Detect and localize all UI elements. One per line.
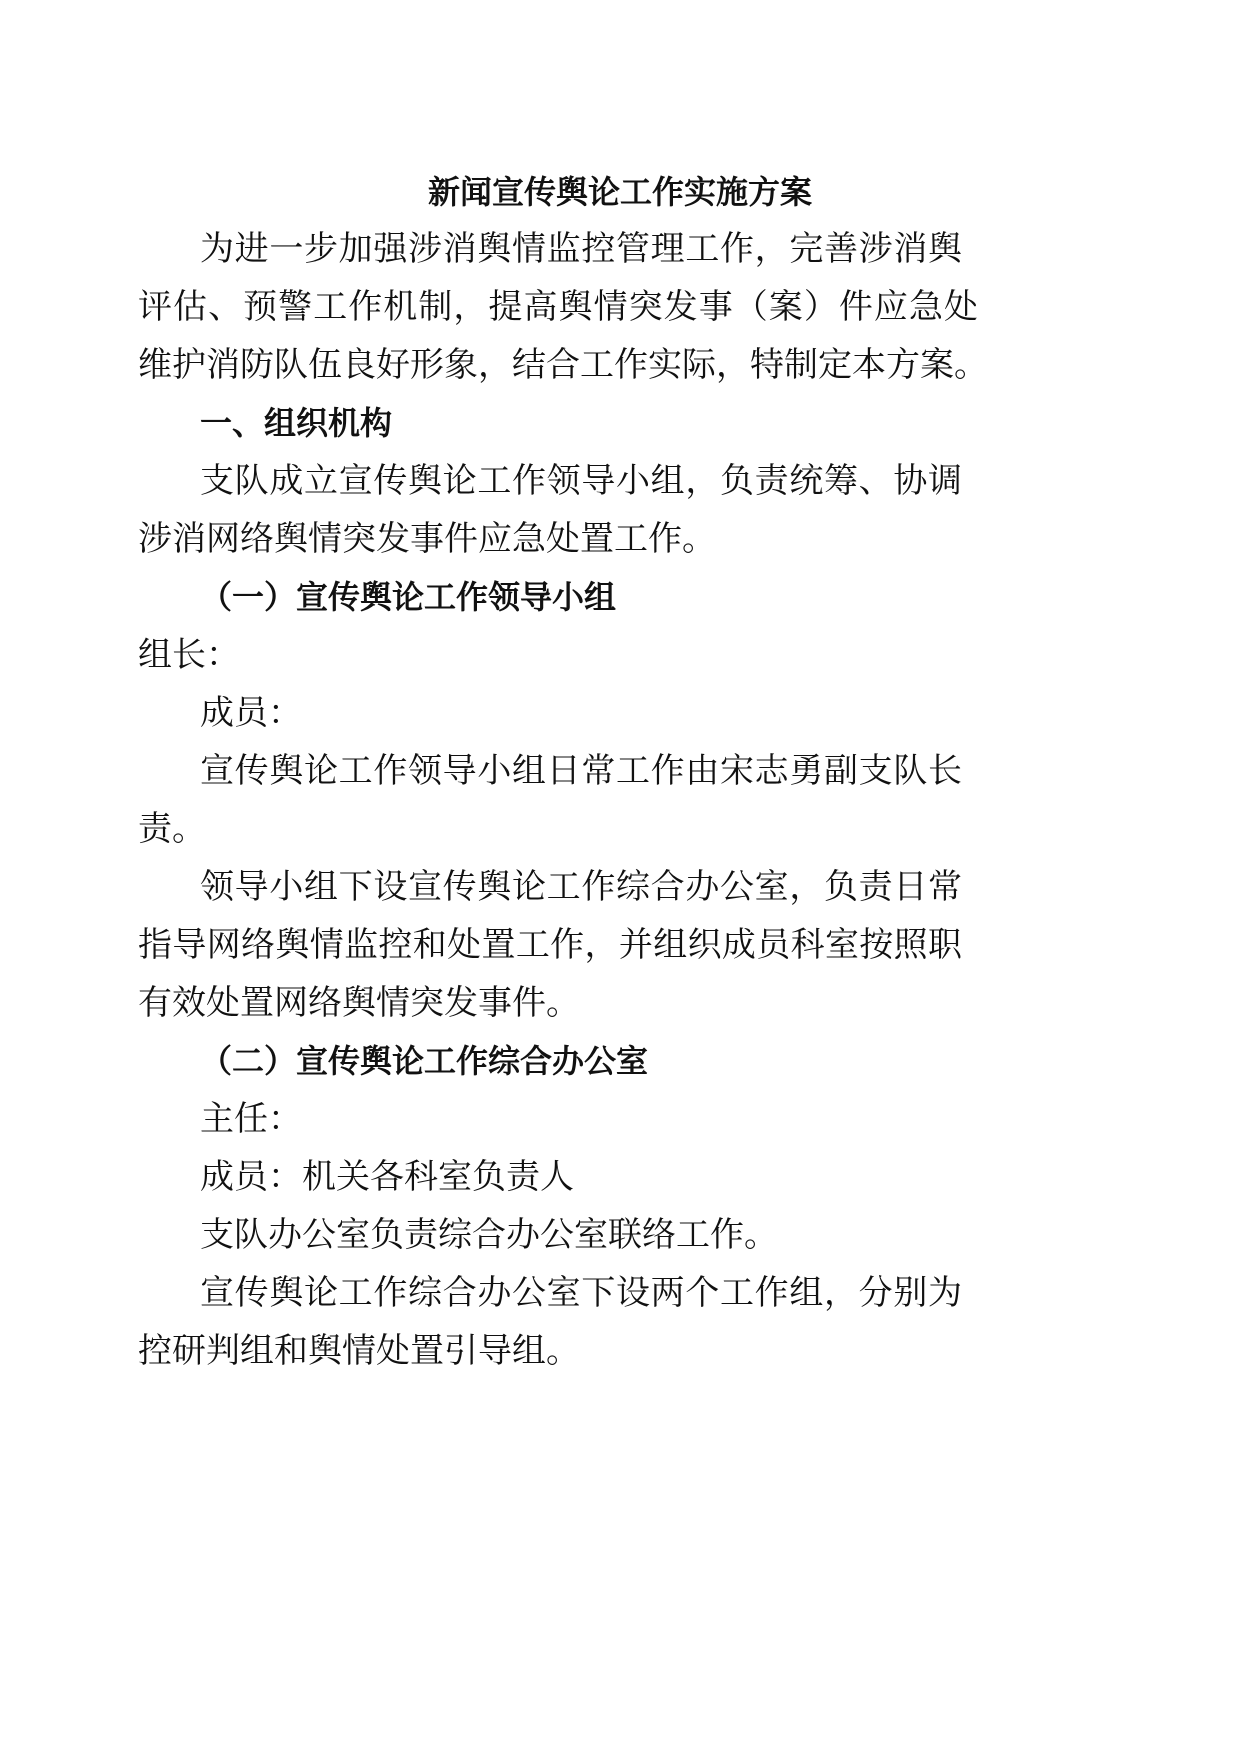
section1-para-line-2: 涉消网络舆情突发事件应急处置工作。: [138, 519, 716, 559]
groups-line-1: 宣传舆论工作综合办公室下设两个工作组，分别为: [200, 1273, 962, 1313]
members-label: 成员：: [200, 693, 302, 733]
office-desc-line-2: 指导网络舆情监控和处置工作，并组织成员科室按照职: [138, 925, 962, 965]
intro-line-1: 为进一步加强涉消舆情监控管理工作，完善涉消舆: [200, 229, 962, 269]
director-label: 主任：: [200, 1099, 302, 1139]
intro-line-3: 维护消防队伍良好形象，结合工作实际，特制定本方案。: [138, 345, 988, 385]
section-heading-organization: 一、组织机构: [200, 404, 393, 442]
intro-line-2: 评估、预警工作机制，提高舆情突发事（案）件应急处: [138, 287, 978, 327]
liaison-line: 支队办公室负责综合办公室联络工作。: [200, 1215, 778, 1255]
section1-para-line-1: 支队成立宣传舆论工作领导小组，负责统筹、协调: [200, 461, 962, 501]
office-desc-line-3: 有效处置网络舆情突发事件。: [138, 983, 580, 1023]
subsection-heading-general-office: （二）宣传舆论工作综合办公室: [200, 1042, 649, 1080]
daily-work-line-1: 宣传舆论工作领导小组日常工作由宋志勇副支队长: [200, 751, 962, 791]
document-title: 新闻宣传舆论工作实施方案: [427, 173, 812, 211]
groups-line-2: 控研判组和舆情处置引导组。: [138, 1331, 580, 1371]
daily-work-line-2: 责。: [138, 809, 206, 849]
office-members-line: 成员：机关各科室负责人: [200, 1157, 574, 1197]
subsection-heading-leading-group: （一）宣传舆论工作领导小组: [200, 578, 617, 616]
leader-label: 组长：: [138, 635, 240, 675]
office-desc-line-1: 领导小组下设宣传舆论工作综合办公室，负责日常: [200, 867, 962, 907]
